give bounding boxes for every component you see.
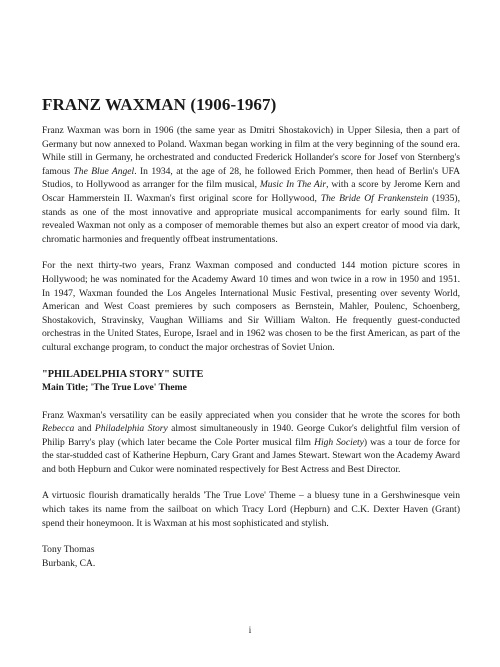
paragraph-biography — [42, 124, 460, 246]
text-run: (1935), stands as one of the most innovative and appropriate musical accompaniments for early sound film. It revealed Waxman not only as a composer of memorable themes but also an expert creator of mood via dark, chromatic harmonies and frequently offbeat instrumentations. — [42, 192, 460, 245]
text-run: , with a score by Jerome Kern and Oscar Hammerstein II. Waxman's first original score for Hollywood, — [42, 179, 460, 204]
film-title: Music In The Air — [259, 179, 327, 191]
text-run: Franz Waxman's versatility can be easily appreciated when you consider that he wrote the scores for both — [42, 409, 460, 421]
paragraph-career: For the next thirty-two years, Franz Waxman composed and conducted 144 motion picture scores in Hollywood; he was nominated for the Academy Award 10 times and won twice in a row in 1950 and 1951. In 1947, Waxman founded the Los Angeles International Music Festival, presenting over seventy World, American and West Coast premieres by such composers as Bernstein, Mahler, Poulenc, Schoenberg, Shostakovich, Stravinsky, Vaughan Williams and Sir William Walton. He frequently guest-conducted orchestras in the United States, Europe, Israel and in 1962 was chosen to be the first American, as part of the cultural exchange program, to conduct the major orchestras of Soviet Union. — [42, 260, 460, 353]
paragraph-true-love-theme: A virtuosic flourish dramatically heralds 'The True Love' Theme – a bluesy tune in a Gershwinesque vein which takes its name from the sailboat on which Tracy Lord (Hepburn) and C.K. Dexter Haven (Grant) spend their honeymoon. It is Waxman at his most sophisticated and stylish. — [42, 490, 460, 529]
author-place: Burbank, CA. — [42, 557, 96, 569]
paragraph-philadelphia-story — [42, 409, 460, 477]
text-run: . In 1934, at the age of 28, he followed Erich Pommer, then head of Berlin's UFA Studios, to Hollywood as arranger for the film musical, — [42, 165, 460, 191]
film-title: High Society — [314, 436, 364, 448]
text-run: almost simultaneously in 1940. George Cukor's delightful film version of Philip Barry's play (which later became the Cole Porter musical film — [42, 423, 461, 448]
signature — [42, 543, 460, 570]
film-title: The Bride Of Frankenstein — [320, 192, 429, 204]
film-title: The Blue Angel — [73, 165, 135, 177]
author-name: Tony Thomas — [42, 544, 95, 556]
film-title: Rebecca — [42, 423, 75, 435]
section-heading: "PHILADELPHIA STORY" SUITE — [42, 368, 204, 380]
page-number: i — [248, 625, 252, 635]
article-body — [42, 124, 460, 570]
text-run: and — [74, 423, 95, 435]
page-title: FRANZ WAXMAN (1906-1967) — [42, 95, 277, 114]
section-subheading: Main Title; 'The True Love' Theme — [42, 382, 187, 393]
text-run: ) was a tour de force for the star-studded cast of Katherine Hepburn, Cary Grant and James Stewart. Stewart won the Academy Award and both Hepburn and Cukor were nominated respectively for Best Actress and Best Director. — [42, 436, 461, 475]
text-run: Franz Waxman was born in 1906 (the same year as Dmitri Shostakovich) in Upper Silesia, then a part of Germany but now annexed to Poland. Waxman began working in film at the very beginning of the sound era. While still in Germany, he orchestrated and conducted Frederick Hollander's score for Josef von Sternberg's famous — [42, 125, 460, 177]
film-title: Philadelphia Story — [94, 423, 168, 435]
